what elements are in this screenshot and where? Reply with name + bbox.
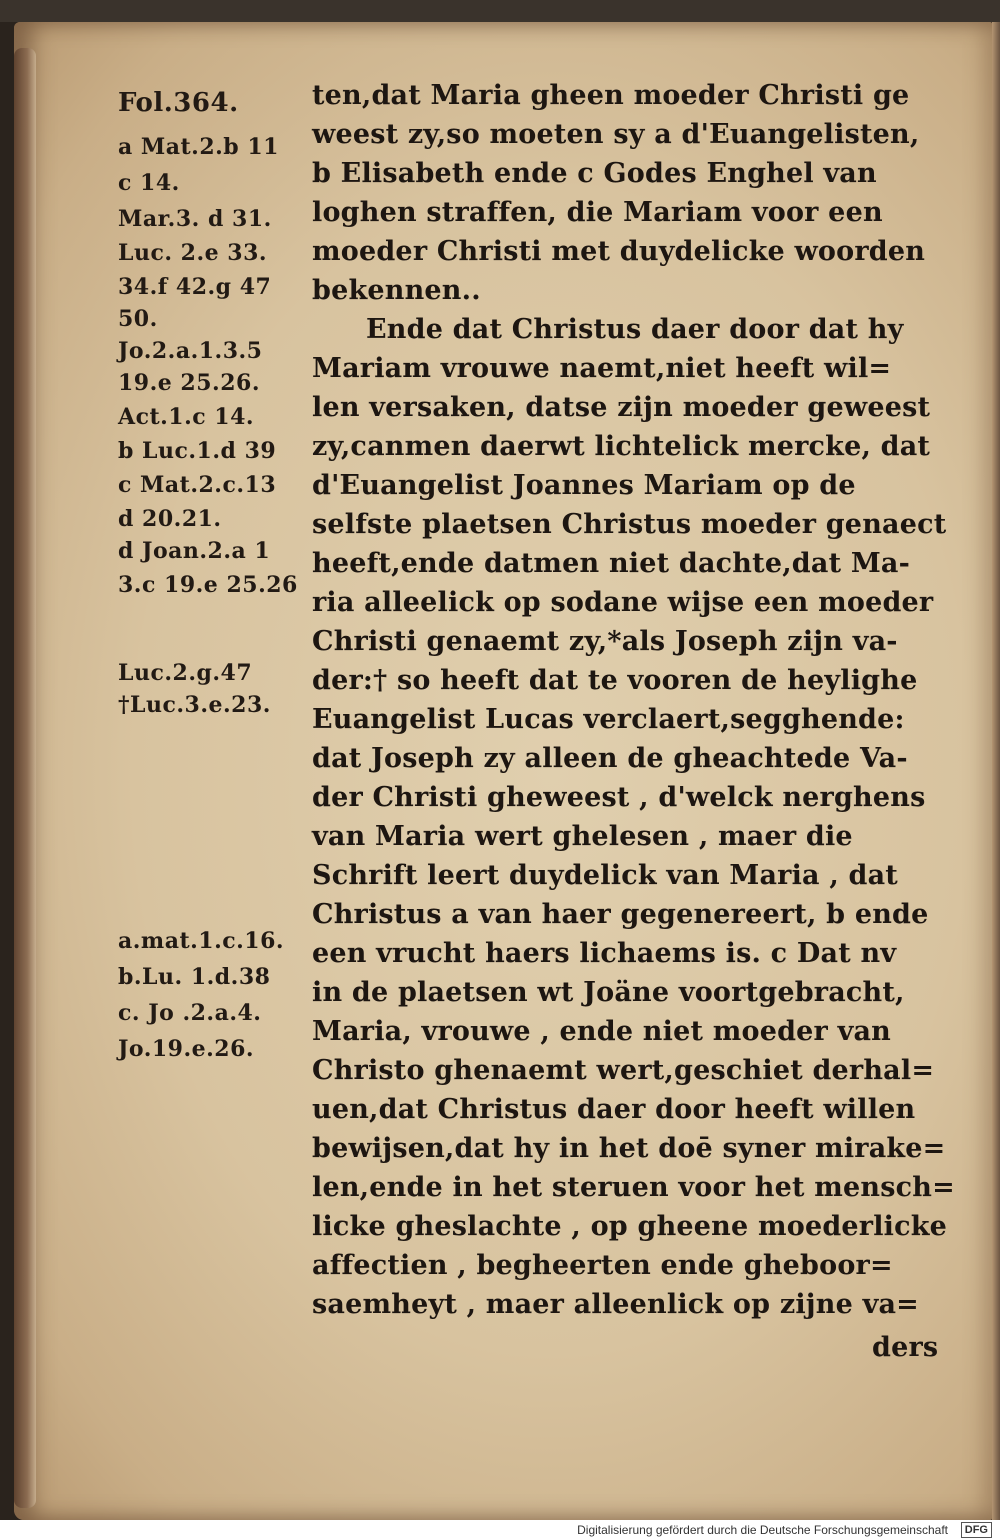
text-line: ria alleelick op sodane wijse een moeder xyxy=(312,587,934,618)
footer-bar xyxy=(0,1520,1000,1540)
text-line: Euangelist Lucas verclaert,segghende: xyxy=(312,704,905,735)
text-line: affectien , begheerten ende gheboor= xyxy=(312,1250,893,1281)
text-line: uen,dat Christus daer door heeft willen xyxy=(312,1094,916,1125)
text-line: bewijsen,dat hy in het doē syner mirake= xyxy=(312,1133,946,1164)
text-line: bekennen.. xyxy=(312,275,481,306)
margin-note: 3.c 19.e 25.26 xyxy=(118,572,298,598)
text-line: d'Euangelist Joannes Mariam op de xyxy=(312,470,856,501)
text-line: saemheyt , maer alleenlick op zijne va= xyxy=(312,1289,919,1320)
text-line: weest zy,so moeten sy a d'Euangelisten, xyxy=(312,119,920,150)
text-line: loghen straffen, die Mariam voor een xyxy=(312,197,883,228)
text-line: selfste plaetsen Christus moeder genaect xyxy=(312,509,947,540)
text-line: moeder Christi met duydelicke woorden xyxy=(312,236,926,267)
margin-note: b Luc.1.d 39 xyxy=(118,438,277,464)
margin-note: †Luc.3.e.23. xyxy=(118,692,271,718)
text-line: in de plaetsen wt Joäne voortgebracht, xyxy=(312,977,905,1008)
margin-note: Act.1.c 14. xyxy=(118,404,255,430)
margin-note: d Joan.2.a 1 xyxy=(118,538,271,564)
funding-credit: Digitalisierung gefördert durch die Deutsche Forschungsgemeinschaft xyxy=(577,1523,948,1537)
text-line: een vrucht haers lichaems is. c Dat nv xyxy=(312,938,897,969)
margin-note: c Mat.2.c.13 xyxy=(118,472,277,498)
text-line: Christo ghenaemt wert,geschiet derhal= xyxy=(312,1055,935,1086)
margin-note: a.mat.1.c.16. xyxy=(118,928,285,954)
text-line: b Elisabeth ende c Godes Enghel van xyxy=(312,158,877,189)
text-line: Christus a van haer gegenereert, b ende xyxy=(312,899,929,930)
text-line: Schrift leert duydelick van Maria , dat xyxy=(312,860,898,891)
margin-note: c. Jo .2.a.4. xyxy=(118,1000,262,1026)
text-line: der:† so heeft dat te vooren de heylighe xyxy=(312,665,918,696)
dfg-logo: DFG xyxy=(961,1522,992,1538)
margin-note: 50. xyxy=(118,306,158,332)
text-line: len versaken, datse zijn moeder geweest xyxy=(312,392,931,423)
text-line: van Maria wert ghelesen , maer die xyxy=(312,821,853,852)
text-line: Maria, vrouwe , ende niet moeder van xyxy=(312,1016,891,1047)
margin-note: Luc.2.g.47 xyxy=(118,660,253,686)
text-line: heeft,ende datmen niet dachte,dat Ma- xyxy=(312,548,911,579)
margin-note: 34.f 42.g 47 xyxy=(118,274,272,300)
text-line: Christi genaemt zy,*als Joseph zijn va- xyxy=(312,626,898,657)
folio-number: Fol.364. xyxy=(118,88,239,118)
margin-note: Luc. 2.e 33. xyxy=(118,240,268,266)
margin-note: b.Lu. 1.d.38 xyxy=(118,964,271,990)
top-border xyxy=(0,0,1000,22)
margin-note: 19.e 25.26. xyxy=(118,370,260,396)
page-edge xyxy=(992,22,1000,1520)
margin-note: a Mat.2.b 11 xyxy=(118,134,279,160)
text-line: ten,dat Maria gheen moeder Christi ge xyxy=(312,80,910,111)
text-line: licke gheslachte , op gheene moederlicke xyxy=(312,1211,948,1242)
margin-note: Jo.19.e.26. xyxy=(118,1036,255,1062)
page-gutter xyxy=(14,48,36,1508)
text-line: Mariam vrouwe naemt,niet heeft wil= xyxy=(312,353,892,384)
text-line: Ende dat Christus daer door dat hy xyxy=(366,314,904,345)
margin-note: c 14. xyxy=(118,170,180,196)
text-line: der Christi gheweest , d'welck nerghens xyxy=(312,782,926,813)
text-line: dat Joseph zy alleen de gheachtede Va- xyxy=(312,743,908,774)
margin-note: Jo.2.a.1.3.5 xyxy=(118,338,263,364)
margin-note: d 20.21. xyxy=(118,506,222,532)
text-line: zy,canmen daerwt lichtelick mercke, dat xyxy=(312,431,931,462)
catchword: ders xyxy=(872,1332,939,1363)
text-line: len,ende in het steruen voor het mensch= xyxy=(312,1172,955,1203)
margin-note: Mar.3. d 31. xyxy=(118,206,272,232)
